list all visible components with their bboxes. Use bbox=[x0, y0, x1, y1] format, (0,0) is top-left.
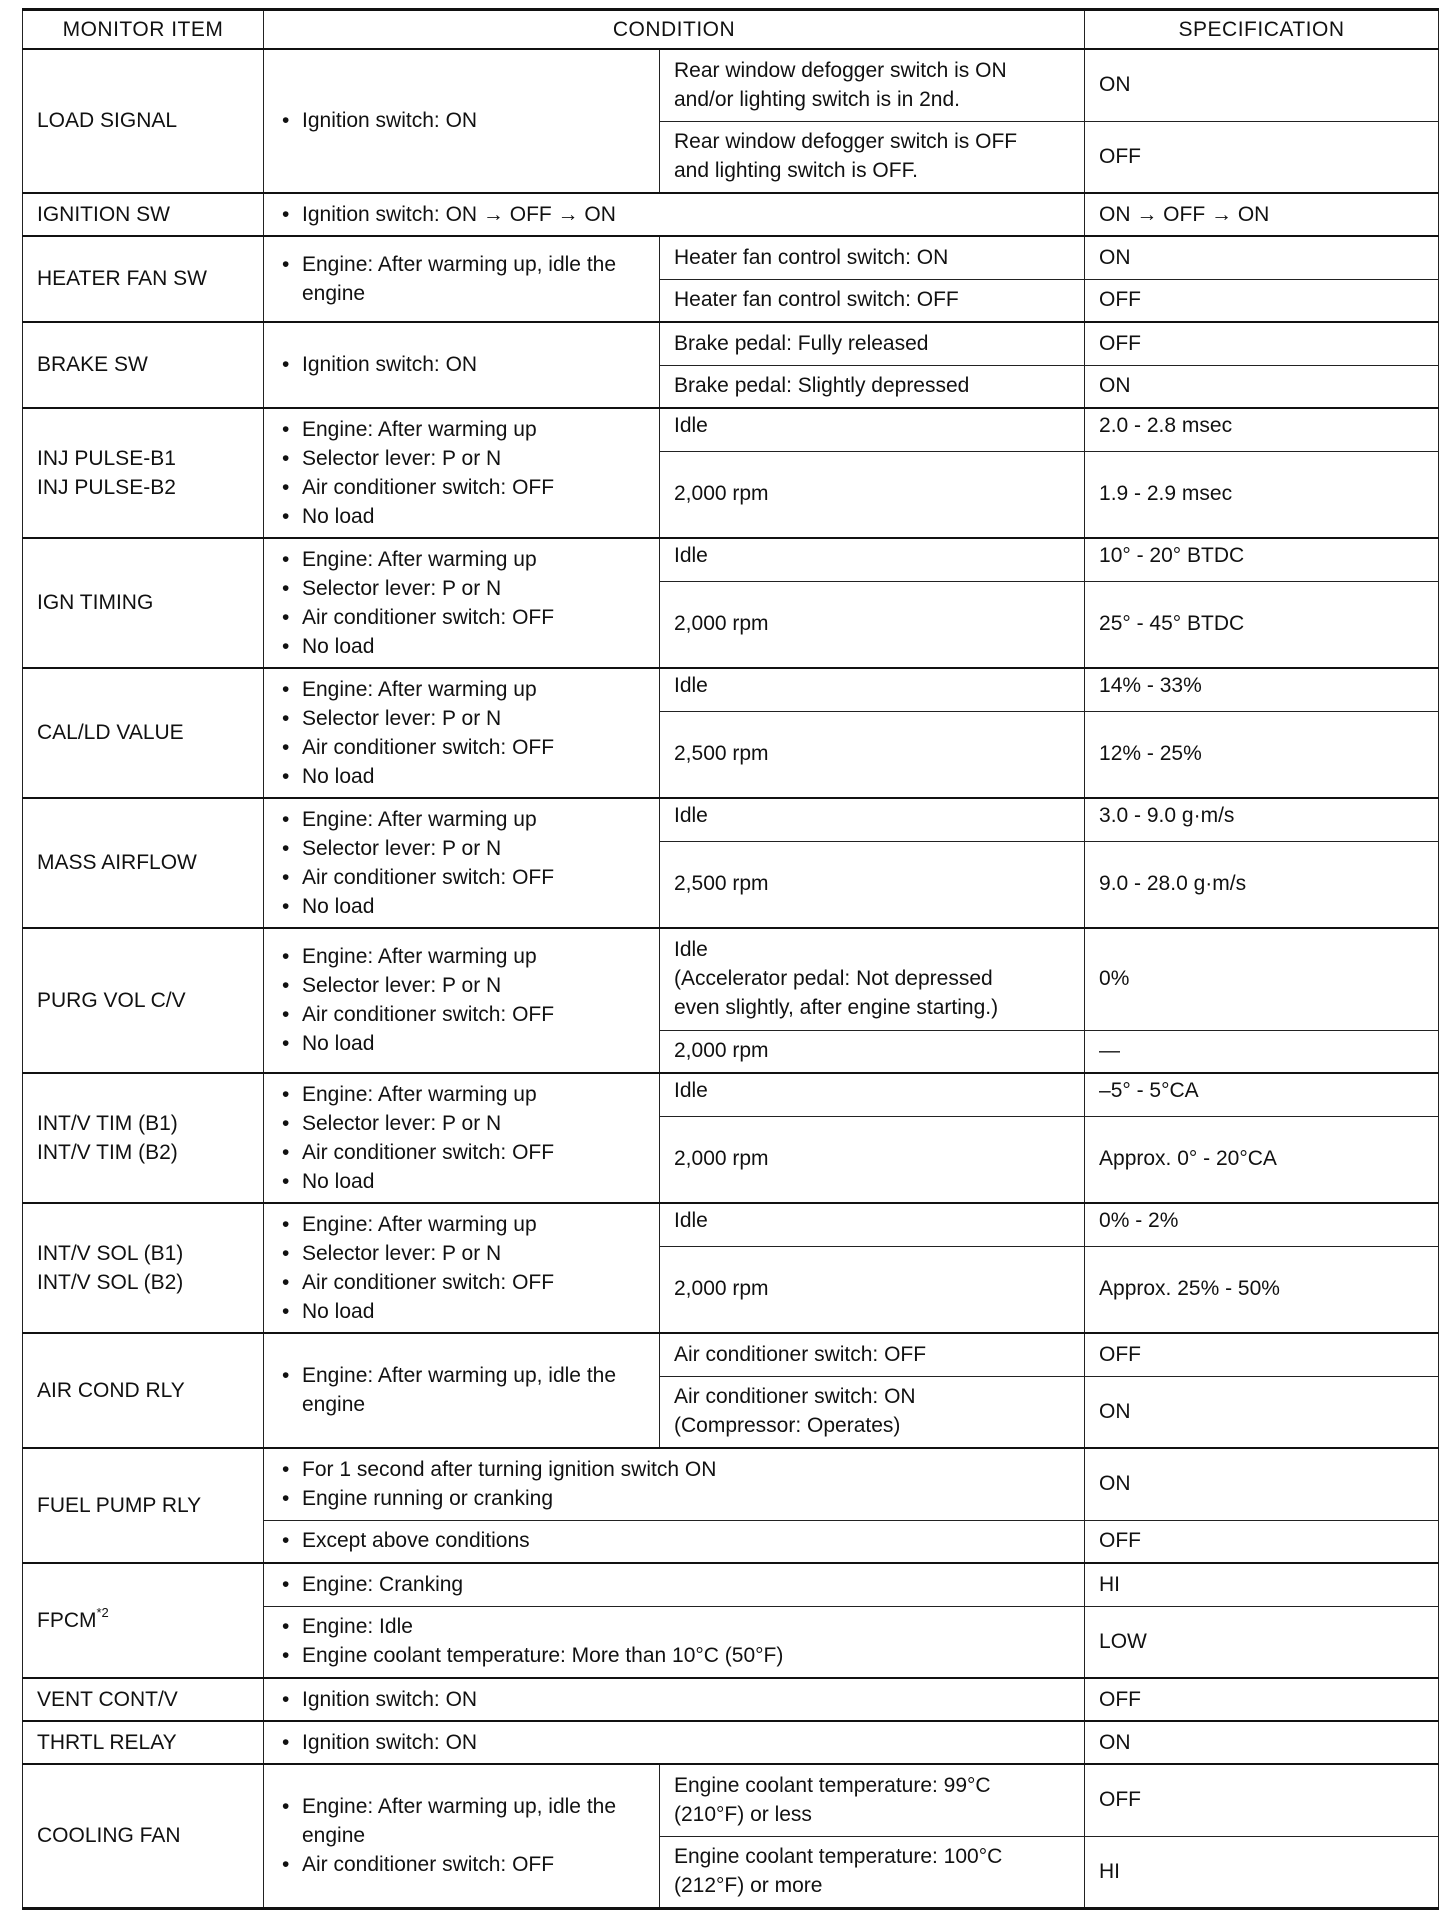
sub-condition-cell: 2,000 rpm bbox=[660, 1116, 1085, 1203]
specification: ON bbox=[1085, 365, 1439, 408]
condition-bullet: • Ignition switch: ON bbox=[278, 1728, 1072, 1757]
sub-condition-cell: Idle bbox=[660, 1073, 1085, 1116]
specification: ON → OFF → ON bbox=[1085, 193, 1439, 236]
table-row bbox=[23, 1764, 1439, 1836]
monitor-item bbox=[23, 1563, 264, 1678]
sub-condition-cell: Idle bbox=[660, 798, 1085, 841]
condition-bullet: • Engine: Idle bbox=[278, 1612, 1072, 1641]
specification: ON bbox=[1085, 236, 1439, 279]
specification: 3.0 - 9.0 g·m/s bbox=[1085, 798, 1439, 841]
condition-bullet: • Engine: After warming up bbox=[278, 805, 647, 834]
specification: 1.9 - 2.9 msec bbox=[1085, 451, 1439, 538]
monitor-item: AIR COND RLY bbox=[23, 1333, 264, 1448]
header-monitor-item: MONITOR ITEM bbox=[23, 10, 264, 50]
sub-condition-line: (Compressor: Operates) bbox=[674, 1414, 901, 1438]
condition-bullet: • Engine: After warming up bbox=[278, 1210, 647, 1239]
condition-bullet: • Engine: Cranking bbox=[278, 1570, 1072, 1599]
monitor-item: FUEL PUMP RLY bbox=[23, 1448, 264, 1563]
sub-condition-cell bbox=[660, 121, 1085, 193]
condition-cell bbox=[264, 1203, 660, 1333]
sub-condition-line: and lighting switch is OFF. bbox=[674, 159, 918, 183]
condition-bullet: • Selector lever: P or N bbox=[278, 574, 647, 603]
table-row bbox=[23, 1721, 1439, 1764]
sub-condition-cell: 2,000 rpm bbox=[660, 1246, 1085, 1333]
specification: –5° - 5°CA bbox=[1085, 1073, 1439, 1116]
condition-bullet: • Selector lever: P or N bbox=[278, 1109, 647, 1138]
monitor-item-line: INT/V SOL (B2) bbox=[37, 1270, 184, 1294]
condition-bullet: • Selector lever: P or N bbox=[278, 971, 647, 1000]
monitor-item-line: INT/V SOL (B1) bbox=[37, 1241, 184, 1265]
sub-condition-cell: Idle bbox=[660, 538, 1085, 581]
condition-bullet: • Engine: After warming up bbox=[278, 675, 647, 704]
table-row bbox=[23, 408, 1439, 451]
condition-bullet: • Selector lever: P or N bbox=[278, 444, 647, 473]
sub-condition-line: Rear window defogger switch is OFF bbox=[674, 130, 1018, 154]
condition-cell bbox=[264, 1520, 1085, 1563]
condition-bullet: • No load bbox=[278, 632, 647, 661]
condition-bullet: • Air conditioner switch: OFF bbox=[278, 473, 647, 502]
condition-cell bbox=[264, 1764, 660, 1908]
condition-cell bbox=[264, 1448, 1085, 1520]
condition-bullet: • Engine: After warming up, idle the engine bbox=[278, 1792, 647, 1850]
table-row bbox=[23, 49, 1439, 121]
table-row bbox=[23, 193, 1439, 236]
specification: 0% - 2% bbox=[1085, 1203, 1439, 1246]
footnote-marker: *2 bbox=[96, 1604, 109, 1620]
sub-condition-line: Rear window defogger switch is ON bbox=[674, 58, 1007, 82]
specification: ON bbox=[1085, 1448, 1439, 1520]
condition-cell bbox=[264, 1606, 1085, 1678]
condition-bullet: • Engine: After warming up bbox=[278, 1080, 647, 1109]
specification: ON bbox=[1085, 1721, 1439, 1764]
condition-bullet: • No load bbox=[278, 1297, 647, 1326]
header-condition: CONDITION bbox=[264, 10, 1085, 50]
sub-condition-cell: Heater fan control switch: OFF bbox=[660, 279, 1085, 322]
monitor-spec-table bbox=[22, 8, 1439, 1910]
condition-bullet: • For 1 second after turning ignition switch ON bbox=[278, 1455, 1072, 1484]
monitor-item-line: INT/V TIM (B2) bbox=[37, 1140, 178, 1164]
sub-condition-cell: Air conditioner switch: OFF bbox=[660, 1333, 1085, 1376]
sub-condition-cell bbox=[660, 49, 1085, 121]
specification: HI bbox=[1085, 1563, 1439, 1606]
condition-bullet: • Engine: After warming up, idle the engine bbox=[278, 250, 647, 308]
sub-condition-line: and/or lighting switch is in 2nd. bbox=[674, 87, 960, 111]
monitor-item-line: INJ PULSE-B2 bbox=[37, 475, 176, 499]
sub-condition-cell bbox=[660, 1376, 1085, 1448]
sub-condition-cell: Heater fan control switch: ON bbox=[660, 236, 1085, 279]
table-row bbox=[23, 798, 1439, 841]
sub-condition-cell: 2,000 rpm bbox=[660, 451, 1085, 538]
table-row bbox=[23, 236, 1439, 279]
condition-cell bbox=[264, 1333, 660, 1448]
sub-condition-line: (212°F) or more bbox=[674, 1874, 823, 1897]
sub-condition-cell bbox=[660, 928, 1085, 1030]
specification: OFF bbox=[1085, 322, 1439, 365]
monitor-item bbox=[23, 1073, 264, 1203]
specification: — bbox=[1085, 1030, 1439, 1073]
monitor-item: LOAD SIGNAL bbox=[23, 49, 264, 193]
condition-bullet: • Air conditioner switch: OFF bbox=[278, 603, 647, 632]
condition-bullet: • No load bbox=[278, 1029, 647, 1058]
sub-condition-line: Air conditioner switch: ON bbox=[674, 1385, 916, 1409]
sub-condition-line: Idle bbox=[674, 938, 708, 962]
condition-bullet: • Engine: After warming up bbox=[278, 415, 647, 444]
condition-bullet: • Selector lever: P or N bbox=[278, 834, 647, 863]
condition-bullet: • No load bbox=[278, 1167, 647, 1196]
specification: 12% - 25% bbox=[1085, 711, 1439, 798]
sub-condition-cell: 2,000 rpm bbox=[660, 1030, 1085, 1073]
condition-cell bbox=[264, 1073, 660, 1203]
monitor-item: CAL/LD VALUE bbox=[23, 668, 264, 798]
condition-bullet: • Air conditioner switch: OFF bbox=[278, 733, 647, 762]
condition-cell bbox=[264, 193, 1085, 236]
condition-bullet: • No load bbox=[278, 892, 647, 921]
condition-bullet: • Engine: After warming up, idle the engine bbox=[278, 1361, 647, 1419]
monitor-item: COOLING FAN bbox=[23, 1764, 264, 1908]
monitor-spec-sheet bbox=[22, 8, 1438, 1910]
specification: Approx. 25% - 50% bbox=[1085, 1246, 1439, 1333]
specification: ON bbox=[1085, 1376, 1439, 1448]
specification: OFF bbox=[1085, 1333, 1439, 1376]
table-row bbox=[23, 668, 1439, 711]
condition-cell bbox=[264, 1563, 1085, 1606]
table-row bbox=[23, 1448, 1439, 1520]
condition-bullet: • No load bbox=[278, 762, 647, 791]
condition-bullet: • Selector lever: P or N bbox=[278, 704, 647, 733]
specification: 14% - 33% bbox=[1085, 668, 1439, 711]
condition-cell bbox=[264, 668, 660, 798]
condition-bullet: • Selector lever: P or N bbox=[278, 1239, 647, 1268]
specification: HI bbox=[1085, 1836, 1439, 1908]
specification: ON bbox=[1085, 49, 1439, 121]
specification: LOW bbox=[1085, 1606, 1439, 1678]
specification: Approx. 0° - 20°CA bbox=[1085, 1116, 1439, 1203]
sub-condition-cell: Idle bbox=[660, 668, 1085, 711]
sub-condition-cell bbox=[660, 1764, 1085, 1836]
sub-condition-cell: Idle bbox=[660, 408, 1085, 451]
table-row bbox=[23, 1563, 1439, 1606]
condition-cell bbox=[264, 538, 660, 668]
table-row bbox=[23, 322, 1439, 365]
condition-cell bbox=[264, 798, 660, 928]
condition-bullet: • Engine: After warming up bbox=[278, 942, 647, 971]
sub-condition-line: Engine coolant temperature: 99°C bbox=[674, 1773, 991, 1797]
sub-condition-cell: 2,000 rpm bbox=[660, 581, 1085, 668]
sub-condition-cell bbox=[660, 1836, 1085, 1908]
condition-cell bbox=[264, 236, 660, 322]
specification: 0% bbox=[1085, 928, 1439, 1030]
monitor-item: HEATER FAN SW bbox=[23, 236, 264, 322]
specification: OFF bbox=[1085, 279, 1439, 322]
sub-condition-cell: Brake pedal: Fully released bbox=[660, 322, 1085, 365]
table-row bbox=[23, 1203, 1439, 1246]
condition-bullet: • Air conditioner switch: OFF bbox=[278, 1268, 647, 1297]
table-row bbox=[23, 928, 1439, 1030]
monitor-item: THRTL RELAY bbox=[23, 1721, 264, 1764]
sub-condition-line: Engine coolant temperature: 100°C bbox=[674, 1845, 1003, 1868]
condition-cell bbox=[264, 928, 660, 1073]
monitor-item bbox=[23, 408, 264, 538]
sub-condition-cell: Idle bbox=[660, 1203, 1085, 1246]
specification: 9.0 - 28.0 g·m/s bbox=[1085, 841, 1439, 928]
sub-condition-cell: 2,500 rpm bbox=[660, 711, 1085, 798]
table-row bbox=[23, 1678, 1439, 1721]
condition-cell bbox=[264, 1721, 1085, 1764]
condition-bullet: • Air conditioner switch: OFF bbox=[278, 863, 647, 892]
specification: OFF bbox=[1085, 1520, 1439, 1563]
specification: 10° - 20° BTDC bbox=[1085, 538, 1439, 581]
condition-bullet: • Air conditioner switch: OFF bbox=[278, 1138, 647, 1167]
sub-condition-line: (Accelerator pedal: Not depressed bbox=[674, 967, 993, 991]
condition-bullet: • No load bbox=[278, 502, 647, 531]
header-specification: SPECIFICATION bbox=[1085, 10, 1439, 50]
header-row bbox=[23, 10, 1439, 50]
sub-condition-cell: 2,500 rpm bbox=[660, 841, 1085, 928]
table-row bbox=[23, 1073, 1439, 1116]
sub-condition-line: even slightly, after engine starting.) bbox=[674, 996, 999, 1020]
specification: 25° - 45° BTDC bbox=[1085, 581, 1439, 668]
monitor-item-label: FPCM bbox=[37, 1608, 97, 1632]
sub-condition-cell: Brake pedal: Slightly depressed bbox=[660, 365, 1085, 408]
condition-bullet: • Engine coolant temperature: More than 10°C (50°F) bbox=[278, 1641, 1072, 1670]
monitor-item: MASS AIRFLOW bbox=[23, 798, 264, 928]
condition-bullet: • Engine: After warming up bbox=[278, 545, 647, 574]
specification: OFF bbox=[1085, 1678, 1439, 1721]
monitor-item: VENT CONT/V bbox=[23, 1678, 264, 1721]
condition-bullet: • Engine running or cranking bbox=[278, 1484, 1072, 1513]
monitor-item-line: INT/V TIM (B1) bbox=[37, 1111, 178, 1135]
monitor-item: BRAKE SW bbox=[23, 322, 264, 408]
table-row bbox=[23, 538, 1439, 581]
condition-cell bbox=[264, 322, 660, 408]
condition-bullet: • Air conditioner switch: OFF bbox=[278, 1000, 647, 1029]
monitor-item-line: INJ PULSE-B1 bbox=[37, 446, 176, 470]
specification: OFF bbox=[1085, 1764, 1439, 1836]
monitor-item: IGNITION SW bbox=[23, 193, 264, 236]
monitor-item: IGN TIMING bbox=[23, 538, 264, 668]
sub-condition-line: (210°F) or less bbox=[674, 1802, 812, 1826]
specification: 2.0 - 2.8 msec bbox=[1085, 408, 1439, 451]
condition-cell bbox=[264, 49, 660, 193]
condition-cell bbox=[264, 1678, 1085, 1721]
condition-cell bbox=[264, 408, 660, 538]
table-row bbox=[23, 1333, 1439, 1376]
condition-bullet: • Except above conditions bbox=[278, 1526, 1072, 1555]
monitor-item: PURG VOL C/V bbox=[23, 928, 264, 1073]
condition-bullet: • Ignition switch: ON bbox=[278, 350, 647, 379]
specification: OFF bbox=[1085, 121, 1439, 193]
monitor-item bbox=[23, 1203, 264, 1333]
condition-bullet: • Air conditioner switch: OFF bbox=[278, 1850, 647, 1879]
condition-bullet: • Ignition switch: ON → OFF → ON bbox=[278, 200, 1072, 229]
condition-bullet: • Ignition switch: ON bbox=[278, 1685, 1072, 1714]
condition-bullet: • Ignition switch: ON bbox=[278, 106, 647, 135]
